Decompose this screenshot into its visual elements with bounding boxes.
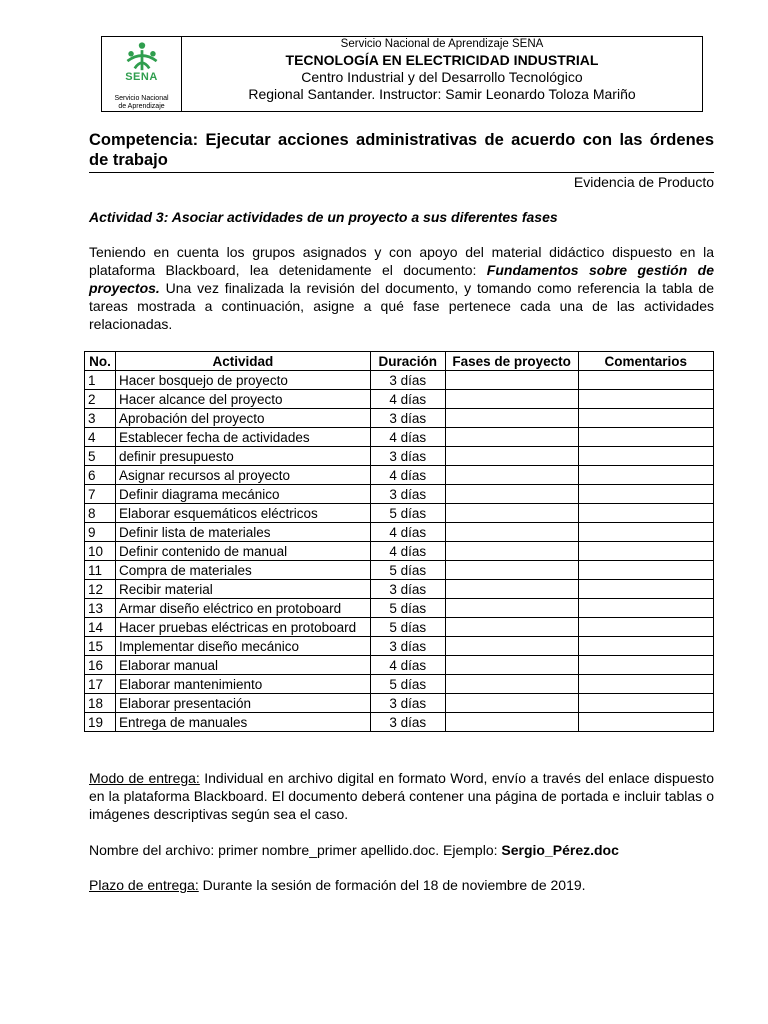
- cell-no: 14: [85, 618, 116, 637]
- heading-divider: [89, 172, 714, 173]
- cell-fase: [445, 580, 578, 599]
- modo-entrega-text: Individual en archivo digital en formato Word, envío a través del enlace dispuesto en la plataforma Blackboard. El documento deberá contener una página de portada e incluir tablas o imágenes descriptivas según sea el caso.: [89, 770, 714, 822]
- cell-actividad: Definir diagrama mecánico: [115, 485, 370, 504]
- cell-fase: [445, 428, 578, 447]
- nombre-archivo-text: Nombre del archivo: primer nombre_primer apellido.doc. Ejemplo:: [89, 842, 502, 858]
- table-header-row: [85, 352, 714, 371]
- sena-logo: [102, 37, 182, 111]
- cell-comentario: [578, 466, 713, 485]
- table-row: [85, 599, 714, 618]
- cell-no: 7: [85, 485, 116, 504]
- cell-no: 18: [85, 694, 116, 713]
- cell-duracion: 5 días: [370, 561, 445, 580]
- logo-caption-line-2: de Aprendizaje: [118, 103, 165, 110]
- cell-no: 19: [85, 713, 116, 732]
- table-row: [85, 561, 714, 580]
- cell-no: 2: [85, 390, 116, 409]
- cell-no: 3: [85, 409, 116, 428]
- intro-text-1: Teniendo en cuenta los grupos asignados y con apoyo del material didáctico dispuesto en la plataforma Blackboard, lea detenidamente el documento:: [89, 244, 714, 278]
- cell-duracion: 3 días: [370, 713, 445, 732]
- cell-duracion: 4 días: [370, 390, 445, 409]
- cell-actividad: Elaborar esquemáticos eléctricos: [115, 504, 370, 523]
- cell-actividad: Compra de materiales: [115, 561, 370, 580]
- cell-fase: [445, 542, 578, 561]
- modo-entrega-paragraph: [89, 769, 714, 823]
- plazo-entrega-text: Durante la sesión de formación del 18 de noviembre de 2019.: [198, 877, 586, 893]
- institution-name: Servicio Nacional de Aprendizaje SENA: [340, 38, 544, 50]
- cell-comentario: [578, 713, 713, 732]
- cell-actividad: Hacer pruebas eléctricas en protoboard: [115, 618, 370, 637]
- logo-caption-line-1: Servicio Nacional: [114, 95, 169, 102]
- cell-duracion: 4 días: [370, 523, 445, 542]
- cell-fase: [445, 390, 578, 409]
- cell-fase: [445, 713, 578, 732]
- cell-no: 15: [85, 637, 116, 656]
- cell-duracion: 5 días: [370, 618, 445, 637]
- table-row: [85, 656, 714, 675]
- modo-entrega-label: Modo de entrega:: [89, 770, 200, 786]
- cell-actividad: Elaborar manual: [115, 656, 370, 675]
- cell-comentario: [578, 618, 713, 637]
- plazo-entrega-paragraph: [89, 876, 714, 894]
- cell-comentario: [578, 485, 713, 504]
- cell-actividad: Elaborar mantenimiento: [115, 675, 370, 694]
- table-row: [85, 447, 714, 466]
- cell-no: 6: [85, 466, 116, 485]
- cell-comentario: [578, 675, 713, 694]
- table-row: [85, 713, 714, 732]
- nombre-archivo-paragraph: [89, 841, 714, 859]
- cell-actividad: definir presupuesto: [115, 447, 370, 466]
- cell-duracion: 3 días: [370, 447, 445, 466]
- cell-no: 11: [85, 561, 116, 580]
- table-row: [85, 371, 714, 390]
- cell-duracion: 4 días: [370, 428, 445, 447]
- cell-comentario: [578, 428, 713, 447]
- cell-comentario: [578, 409, 713, 428]
- cell-fase: [445, 656, 578, 675]
- cell-duracion: 5 días: [370, 599, 445, 618]
- regional-instructor: Regional Santander. Instructor: Samir Leonardo Toloza Mariño: [248, 86, 636, 102]
- cell-duracion: 4 días: [370, 656, 445, 675]
- cell-no: 10: [85, 542, 116, 561]
- table-row: [85, 523, 714, 542]
- header-text: [182, 37, 702, 111]
- cell-actividad: Definir lista de materiales: [115, 523, 370, 542]
- table-row: [85, 485, 714, 504]
- table-row: [85, 580, 714, 599]
- table-row: [85, 542, 714, 561]
- cell-duracion: 5 días: [370, 675, 445, 694]
- cell-duracion: 4 días: [370, 542, 445, 561]
- cell-no: 9: [85, 523, 116, 542]
- cell-no: 5: [85, 447, 116, 466]
- evidencia-label: Evidencia de Producto: [573, 174, 714, 190]
- cell-fase: [445, 447, 578, 466]
- cell-no: 4: [85, 428, 116, 447]
- cell-comentario: [578, 390, 713, 409]
- nombre-archivo-example: Sergio_Pérez.doc: [501, 842, 619, 858]
- cell-comentario: [578, 561, 713, 580]
- cell-fase: [445, 466, 578, 485]
- cell-actividad: Aprobación del proyecto: [115, 409, 370, 428]
- cell-no: 16: [85, 656, 116, 675]
- cell-fase: [445, 637, 578, 656]
- cell-fase: [445, 523, 578, 542]
- cell-no: 13: [85, 599, 116, 618]
- col-header-fases: Fases de proyecto: [445, 352, 578, 371]
- cell-fase: [445, 675, 578, 694]
- cell-actividad: Recibir material: [115, 580, 370, 599]
- cell-duracion: 3 días: [370, 409, 445, 428]
- cell-no: 17: [85, 675, 116, 694]
- cell-comentario: [578, 371, 713, 390]
- cell-actividad: Entrega de manuales: [115, 713, 370, 732]
- cell-fase: [445, 694, 578, 713]
- competencia-heading: Competencia: Ejecutar acciones administrativas de acuerdo con las órdenes de trabajo: [89, 131, 714, 169]
- cell-comentario: [578, 599, 713, 618]
- col-header-no: No.: [85, 352, 116, 371]
- cell-comentario: [578, 523, 713, 542]
- cell-duracion: 3 días: [370, 580, 445, 599]
- col-header-duracion: Duración: [370, 352, 445, 371]
- plazo-entrega-label: Plazo de entrega:: [89, 877, 199, 893]
- cell-actividad: Establecer fecha de actividades: [115, 428, 370, 447]
- cell-comentario: [578, 542, 713, 561]
- cell-comentario: [578, 580, 713, 599]
- cell-actividad: Armar diseño eléctrico en protoboard: [115, 599, 370, 618]
- cell-comentario: [578, 694, 713, 713]
- cell-no: 8: [85, 504, 116, 523]
- cell-fase: [445, 371, 578, 390]
- col-header-actividad: Actividad: [115, 352, 370, 371]
- cell-comentario: [578, 447, 713, 466]
- cell-actividad: Implementar diseño mecánico: [115, 637, 370, 656]
- col-header-comentarios: Comentarios: [578, 352, 713, 371]
- cell-fase: [445, 504, 578, 523]
- cell-actividad: Asignar recursos al proyecto: [115, 466, 370, 485]
- cell-actividad: Hacer alcance del proyecto: [115, 390, 370, 409]
- table-row: [85, 390, 714, 409]
- program-title: TECNOLOGÍA EN ELECTRICIDAD INDUSTRIAL: [285, 52, 599, 68]
- table-row: [85, 466, 714, 485]
- cell-no: 12: [85, 580, 116, 599]
- logo-caption: [114, 95, 168, 111]
- table-row: [85, 675, 714, 694]
- cell-duracion: 3 días: [370, 694, 445, 713]
- cell-duracion: 4 días: [370, 466, 445, 485]
- table-row: [85, 428, 714, 447]
- activity-title: Actividad 3: Asociar actividades de un proyecto a sus diferentes fases: [89, 209, 558, 225]
- cell-comentario: [578, 656, 713, 675]
- cell-actividad: Hacer bosquejo de proyecto: [115, 371, 370, 390]
- table-row: [85, 694, 714, 713]
- cell-duracion: 3 días: [370, 371, 445, 390]
- cell-fase: [445, 561, 578, 580]
- table-row: [85, 504, 714, 523]
- table-row: [85, 618, 714, 637]
- cell-actividad: Definir contenido de manual: [115, 542, 370, 561]
- cell-duracion: 5 días: [370, 504, 445, 523]
- table-body: [85, 371, 714, 732]
- cell-no: 1: [85, 371, 116, 390]
- tasks-table: [84, 351, 714, 732]
- document-header: [101, 36, 703, 112]
- logo-wordmark: SENA: [125, 71, 158, 83]
- cell-fase: [445, 618, 578, 637]
- cell-fase: [445, 599, 578, 618]
- cell-duracion: 3 días: [370, 637, 445, 656]
- cell-comentario: [578, 504, 713, 523]
- sena-logo-icon: [120, 41, 164, 72]
- cell-comentario: [578, 637, 713, 656]
- table-row: [85, 637, 714, 656]
- cell-duracion: 3 días: [370, 485, 445, 504]
- intro-text-2: Una vez finalizada la revisión del documento, y tomando como referencia la tabla de tareas mostrada a continuación, asigne a qué fase pertenece cada una de las actividades relacionadas.: [89, 280, 714, 332]
- document-reference: Fundamentos sobre gestión de proyectos.: [89, 262, 714, 296]
- cell-actividad: Elaborar presentación: [115, 694, 370, 713]
- cell-fase: [445, 409, 578, 428]
- cell-fase: [445, 485, 578, 504]
- intro-paragraph: [89, 243, 714, 333]
- center-name: Centro Industrial y del Desarrollo Tecnológico: [301, 69, 583, 85]
- table-row: [85, 409, 714, 428]
